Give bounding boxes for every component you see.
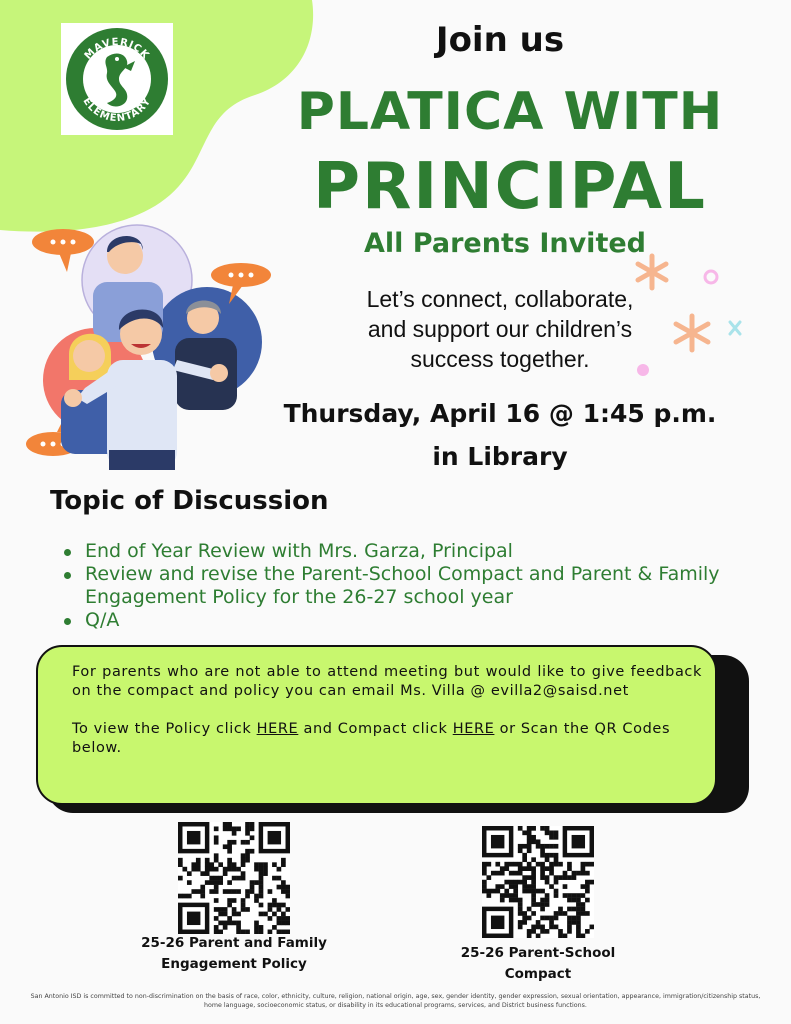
school-logo — [61, 23, 173, 135]
compact-link[interactable]: HERE — [452, 721, 495, 737]
links-paragraph — [72, 720, 702, 758]
qr-label-compact — [438, 943, 638, 985]
links-text-before: To view the Policy click — [72, 721, 257, 737]
people-illustration — [25, 220, 285, 475]
feedback-paragraph: For parents who are not able to attend meeting but would like to give feedback on the compact and policy you can email Ms. Villa @ evilla2@saisd.net — [72, 664, 702, 699]
qr-label-line: Engagement Policy — [161, 956, 307, 972]
logo-bottom-text: ELEMENTARY — [80, 95, 154, 125]
qr-code-icon[interactable] — [178, 822, 290, 934]
audience-subtitle: All Parents Invited — [364, 228, 646, 259]
policy-link[interactable]: HERE — [256, 721, 299, 737]
tagline-line: and support our children’s — [367, 316, 633, 342]
tagline-line: success together. — [410, 346, 590, 372]
non-discrimination-footer: San Antonio ISD is committed to non-discrimination on the basis of race, color, ethnicity, culture, religion, national origin, age, sex, gender identity, gender expression, sexual orientation, appearance, immigration/citizenship status, home language, socioeconomic status, or disability in its educational programs, services, and District business functions. — [30, 993, 761, 1009]
links-text-after: or Scan the QR Codes below. — [72, 721, 671, 756]
qr-label-policy — [128, 933, 340, 975]
topics-list — [64, 540, 744, 632]
topic-item: Review and revise the Parent-School Compact and Parent & Family Engagement Policy for the 26-27 school year — [64, 563, 744, 609]
info-card-text — [72, 663, 702, 777]
qr-code-icon[interactable] — [482, 826, 594, 938]
qr-label-line: 25-26 Parent and Family — [141, 935, 327, 951]
info-card — [36, 645, 717, 805]
event-date-time: Thursday, April 16 @ 1:45 p.m. — [283, 399, 717, 428]
qr-label-line: Compact — [504, 966, 572, 982]
join-us-heading: Join us — [435, 20, 565, 60]
event-location: in Library — [432, 442, 568, 471]
links-text-middle: and Compact click — [298, 721, 453, 737]
topic-item: Q/A — [64, 609, 744, 632]
topic-item: End of Year Review with Mrs. Garza, Principal — [64, 540, 744, 563]
qr-label-line: 25-26 Parent-School — [460, 945, 616, 961]
topics-heading: Topic of Discussion — [50, 486, 329, 516]
logo-top-text: MAVERICK — [82, 36, 152, 62]
event-details — [270, 392, 730, 478]
decorative-sparkles — [620, 250, 750, 380]
tagline-line: Let’s connect, collaborate, — [366, 286, 634, 312]
page-title-line1: PLATICA WITH — [296, 82, 724, 142]
page-title-line2: PRINCIPAL — [313, 150, 707, 224]
